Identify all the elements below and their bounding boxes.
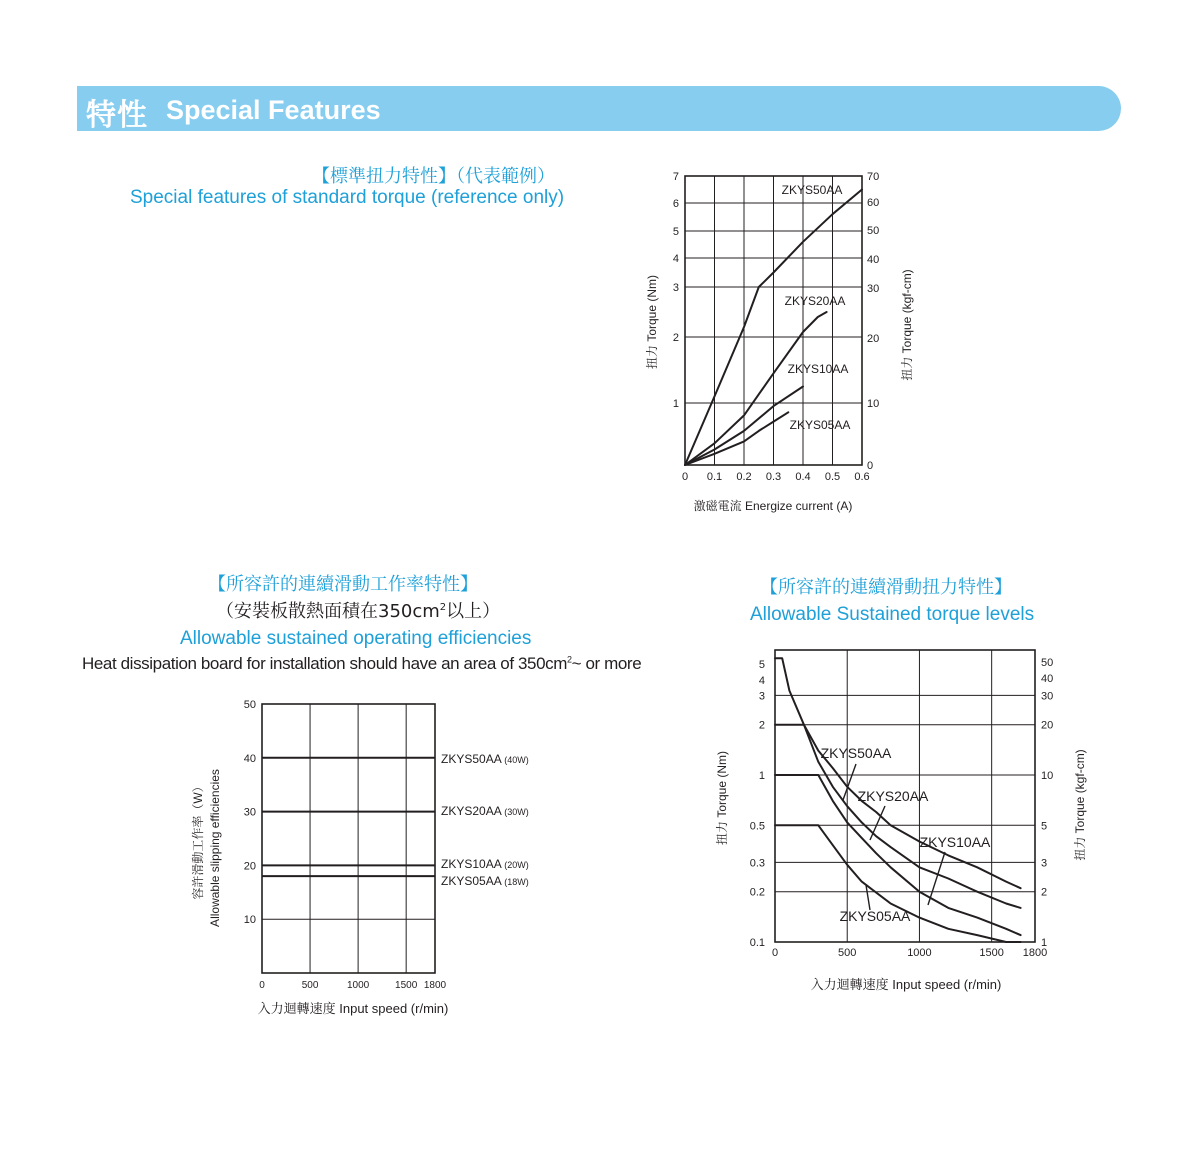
c1-x-tick-label: 0.2 bbox=[736, 471, 752, 483]
section2-subtitle-post: 以上） bbox=[446, 601, 501, 622]
c1-series-label: ZKYS50AA bbox=[781, 183, 843, 197]
section2-note-sup: 2 bbox=[567, 654, 572, 665]
c2-series-label: ZKYS50AA (40W) bbox=[441, 752, 529, 766]
c2-x-tick-label: 0 bbox=[259, 980, 265, 991]
c3-y-tick-label-right: 30 bbox=[1041, 690, 1054, 703]
c1-x-tick-label: 0.5 bbox=[824, 471, 841, 483]
c3-y-tick-label-right: 1 bbox=[1041, 937, 1048, 949]
section2-subtitle-pre: （安裝板散熱面積在350cm bbox=[216, 601, 440, 622]
c3-x-tick-label: 0 bbox=[771, 947, 779, 959]
header-title-cjk: 特性 bbox=[86, 98, 148, 133]
section2-note-pre: Heat dissipation board for installation should have an area of 350cm bbox=[82, 654, 568, 673]
c2-y-tick-label: 10 bbox=[243, 914, 256, 927]
c3-x-axis-title: 入力迴轉速度 Input speed (r/min) bbox=[810, 977, 1002, 992]
c2-x-tick-label: 500 bbox=[301, 980, 319, 991]
c1-y-tick-label-left: 5 bbox=[672, 226, 679, 238]
c3-y-tick-label-left: 0.1 bbox=[749, 937, 765, 949]
c1-y-tick-label-right: 70 bbox=[867, 171, 880, 183]
c1-y-tick-label-left: 6 bbox=[672, 198, 679, 210]
c1-x-tick-label: 0.3 bbox=[765, 471, 782, 483]
c3-y-tick-label-right: 3 bbox=[1041, 857, 1048, 870]
c2-y-axis-title-en: Allowable slipping efficiencies bbox=[208, 769, 222, 927]
c3-y-tick-label-right: 20 bbox=[1041, 719, 1054, 732]
c1-y-axis-title-right: 扭力 Torque (kgf-cm) bbox=[900, 269, 914, 381]
c3-y-tick-label-right: 40 bbox=[1041, 673, 1054, 685]
section2-title-cjk: 【所容許的連續滑動工作率特性】 bbox=[208, 574, 478, 595]
c1-x-tick-label: 0.4 bbox=[795, 471, 811, 483]
c2-frame bbox=[262, 704, 435, 973]
c1-series-line bbox=[685, 312, 827, 465]
c1-y-tick-label-right: 60 bbox=[867, 197, 880, 209]
c2-y-axis-title-cjk: 容許滑動工作率（W） bbox=[191, 780, 205, 900]
c3-series-leader-line bbox=[866, 885, 870, 910]
c3-series-leader-line bbox=[928, 852, 945, 905]
c3-x-tick-label: 500 bbox=[838, 947, 857, 959]
c3-x-tick-label: 1800 bbox=[1022, 947, 1048, 959]
c2-series-watt: (18W) bbox=[501, 877, 529, 887]
c3-y-tick-label-right: 10 bbox=[1041, 770, 1054, 782]
section3-title-en: Allowable Sustained torque levels bbox=[750, 604, 1035, 625]
c3-y-tick-label-left: 0.5 bbox=[749, 820, 765, 833]
c3-y-tick-label-right: 5 bbox=[1041, 820, 1048, 833]
c3-y-axis-title-left: 扭力 Torque (Nm) bbox=[715, 750, 729, 846]
c3-y-tick-label-left: 5 bbox=[758, 659, 765, 671]
c2-series-label: ZKYS20AA (30W) bbox=[441, 804, 529, 818]
header-title-en: Special Features bbox=[166, 95, 381, 125]
c2-series-watt: (40W) bbox=[501, 755, 529, 765]
c3-series-label: ZKYS05AA bbox=[839, 908, 911, 924]
c3-series-label: ZKYS10AA bbox=[919, 834, 991, 850]
c3-series-label: ZKYS20AA bbox=[857, 788, 929, 804]
section1-title-cjk: 【標準扭力特性】（代表範例） bbox=[312, 166, 555, 187]
c2-x-axis-title: 入力迴轉速度 Input speed (r/min) bbox=[257, 1001, 449, 1016]
c1-y-tick-label-right: 30 bbox=[867, 283, 880, 295]
c2-x-tick-label: 1800 bbox=[423, 980, 447, 991]
c2-series-label: ZKYS05AA (18W) bbox=[441, 874, 529, 888]
c1-series-label: ZKYS20AA bbox=[784, 294, 846, 308]
c2-y-tick-label: 30 bbox=[243, 806, 256, 819]
c1-y-tick-label-left: 4 bbox=[672, 253, 679, 265]
c1-x-tick-label: 0 bbox=[681, 471, 689, 483]
c1-x-axis-title: 激磁電流 Energize current (A) bbox=[693, 499, 853, 513]
c3-y-tick-label-left: 1 bbox=[758, 770, 765, 782]
c2-x-tick-label: 1500 bbox=[395, 980, 418, 991]
section3-title-cjk: 【所容許的連續滑動扭力特性】 bbox=[760, 577, 1012, 598]
c2-series-watt: (30W) bbox=[501, 807, 529, 817]
c1-y-tick-label-right: 40 bbox=[867, 254, 880, 266]
section2-subtitle-sup: 2 bbox=[439, 602, 447, 613]
c1-x-tick-label: 0.1 bbox=[706, 471, 723, 483]
c2-series-label: ZKYS10AA (20W) bbox=[441, 857, 529, 871]
c1-y-tick-label-right: 0 bbox=[867, 460, 874, 472]
c2-y-tick-label: 40 bbox=[243, 752, 256, 765]
c3-y-tick-label-right: 50 bbox=[1041, 657, 1054, 669]
c3-series-label: ZKYS50AA bbox=[820, 745, 892, 761]
c3-x-tick-label: 1500 bbox=[979, 947, 1004, 959]
c2-x-tick-label: 1000 bbox=[346, 980, 370, 991]
c2-series-watt: (20W) bbox=[501, 860, 529, 870]
c1-y-axis-title-left: 扭力 Torque (Nm) bbox=[645, 274, 659, 370]
c3-y-tick-label-left: 0.2 bbox=[749, 886, 765, 899]
section1-title-en: Special features of standard torque (reference only) bbox=[130, 187, 565, 208]
section2-title-en: Allowable sustained operating efficiencies bbox=[180, 628, 532, 649]
c1-series-label: ZKYS05AA bbox=[789, 418, 851, 432]
c3-x-tick-label: 1000 bbox=[907, 947, 932, 959]
c3-y-axis-title-right: 扭力 Torque (kgf-cm) bbox=[1073, 749, 1087, 861]
c3-y-tick-label-left: 2 bbox=[758, 719, 765, 732]
c1-y-tick-label-left: 1 bbox=[672, 398, 679, 410]
c1-y-tick-label-left: 3 bbox=[672, 282, 679, 294]
c1-y-tick-label-right: 10 bbox=[867, 398, 880, 410]
c1-y-tick-label-left: 2 bbox=[672, 332, 679, 344]
c3-y-tick-label-left: 3 bbox=[758, 690, 765, 703]
c1-x-tick-label: 0.6 bbox=[854, 471, 870, 483]
c1-series-label: ZKYS10AA bbox=[787, 362, 849, 376]
c3-series-leader-line bbox=[870, 806, 885, 840]
c3-series-line bbox=[775, 658, 1021, 888]
c2-y-tick-label: 20 bbox=[243, 860, 256, 873]
c3-y-tick-label-right: 2 bbox=[1041, 886, 1048, 899]
section2-note-post: ~ or more bbox=[571, 654, 642, 673]
c3-y-tick-label-left: 4 bbox=[758, 675, 765, 687]
c3-series-line bbox=[775, 725, 1021, 908]
c1-y-tick-label-left: 7 bbox=[672, 171, 679, 183]
c3-y-tick-label-left: 0.3 bbox=[749, 857, 765, 870]
c1-y-tick-label-right: 20 bbox=[867, 333, 880, 345]
c1-y-tick-label-right: 50 bbox=[867, 225, 880, 237]
c2-y-tick-label: 50 bbox=[243, 699, 256, 711]
